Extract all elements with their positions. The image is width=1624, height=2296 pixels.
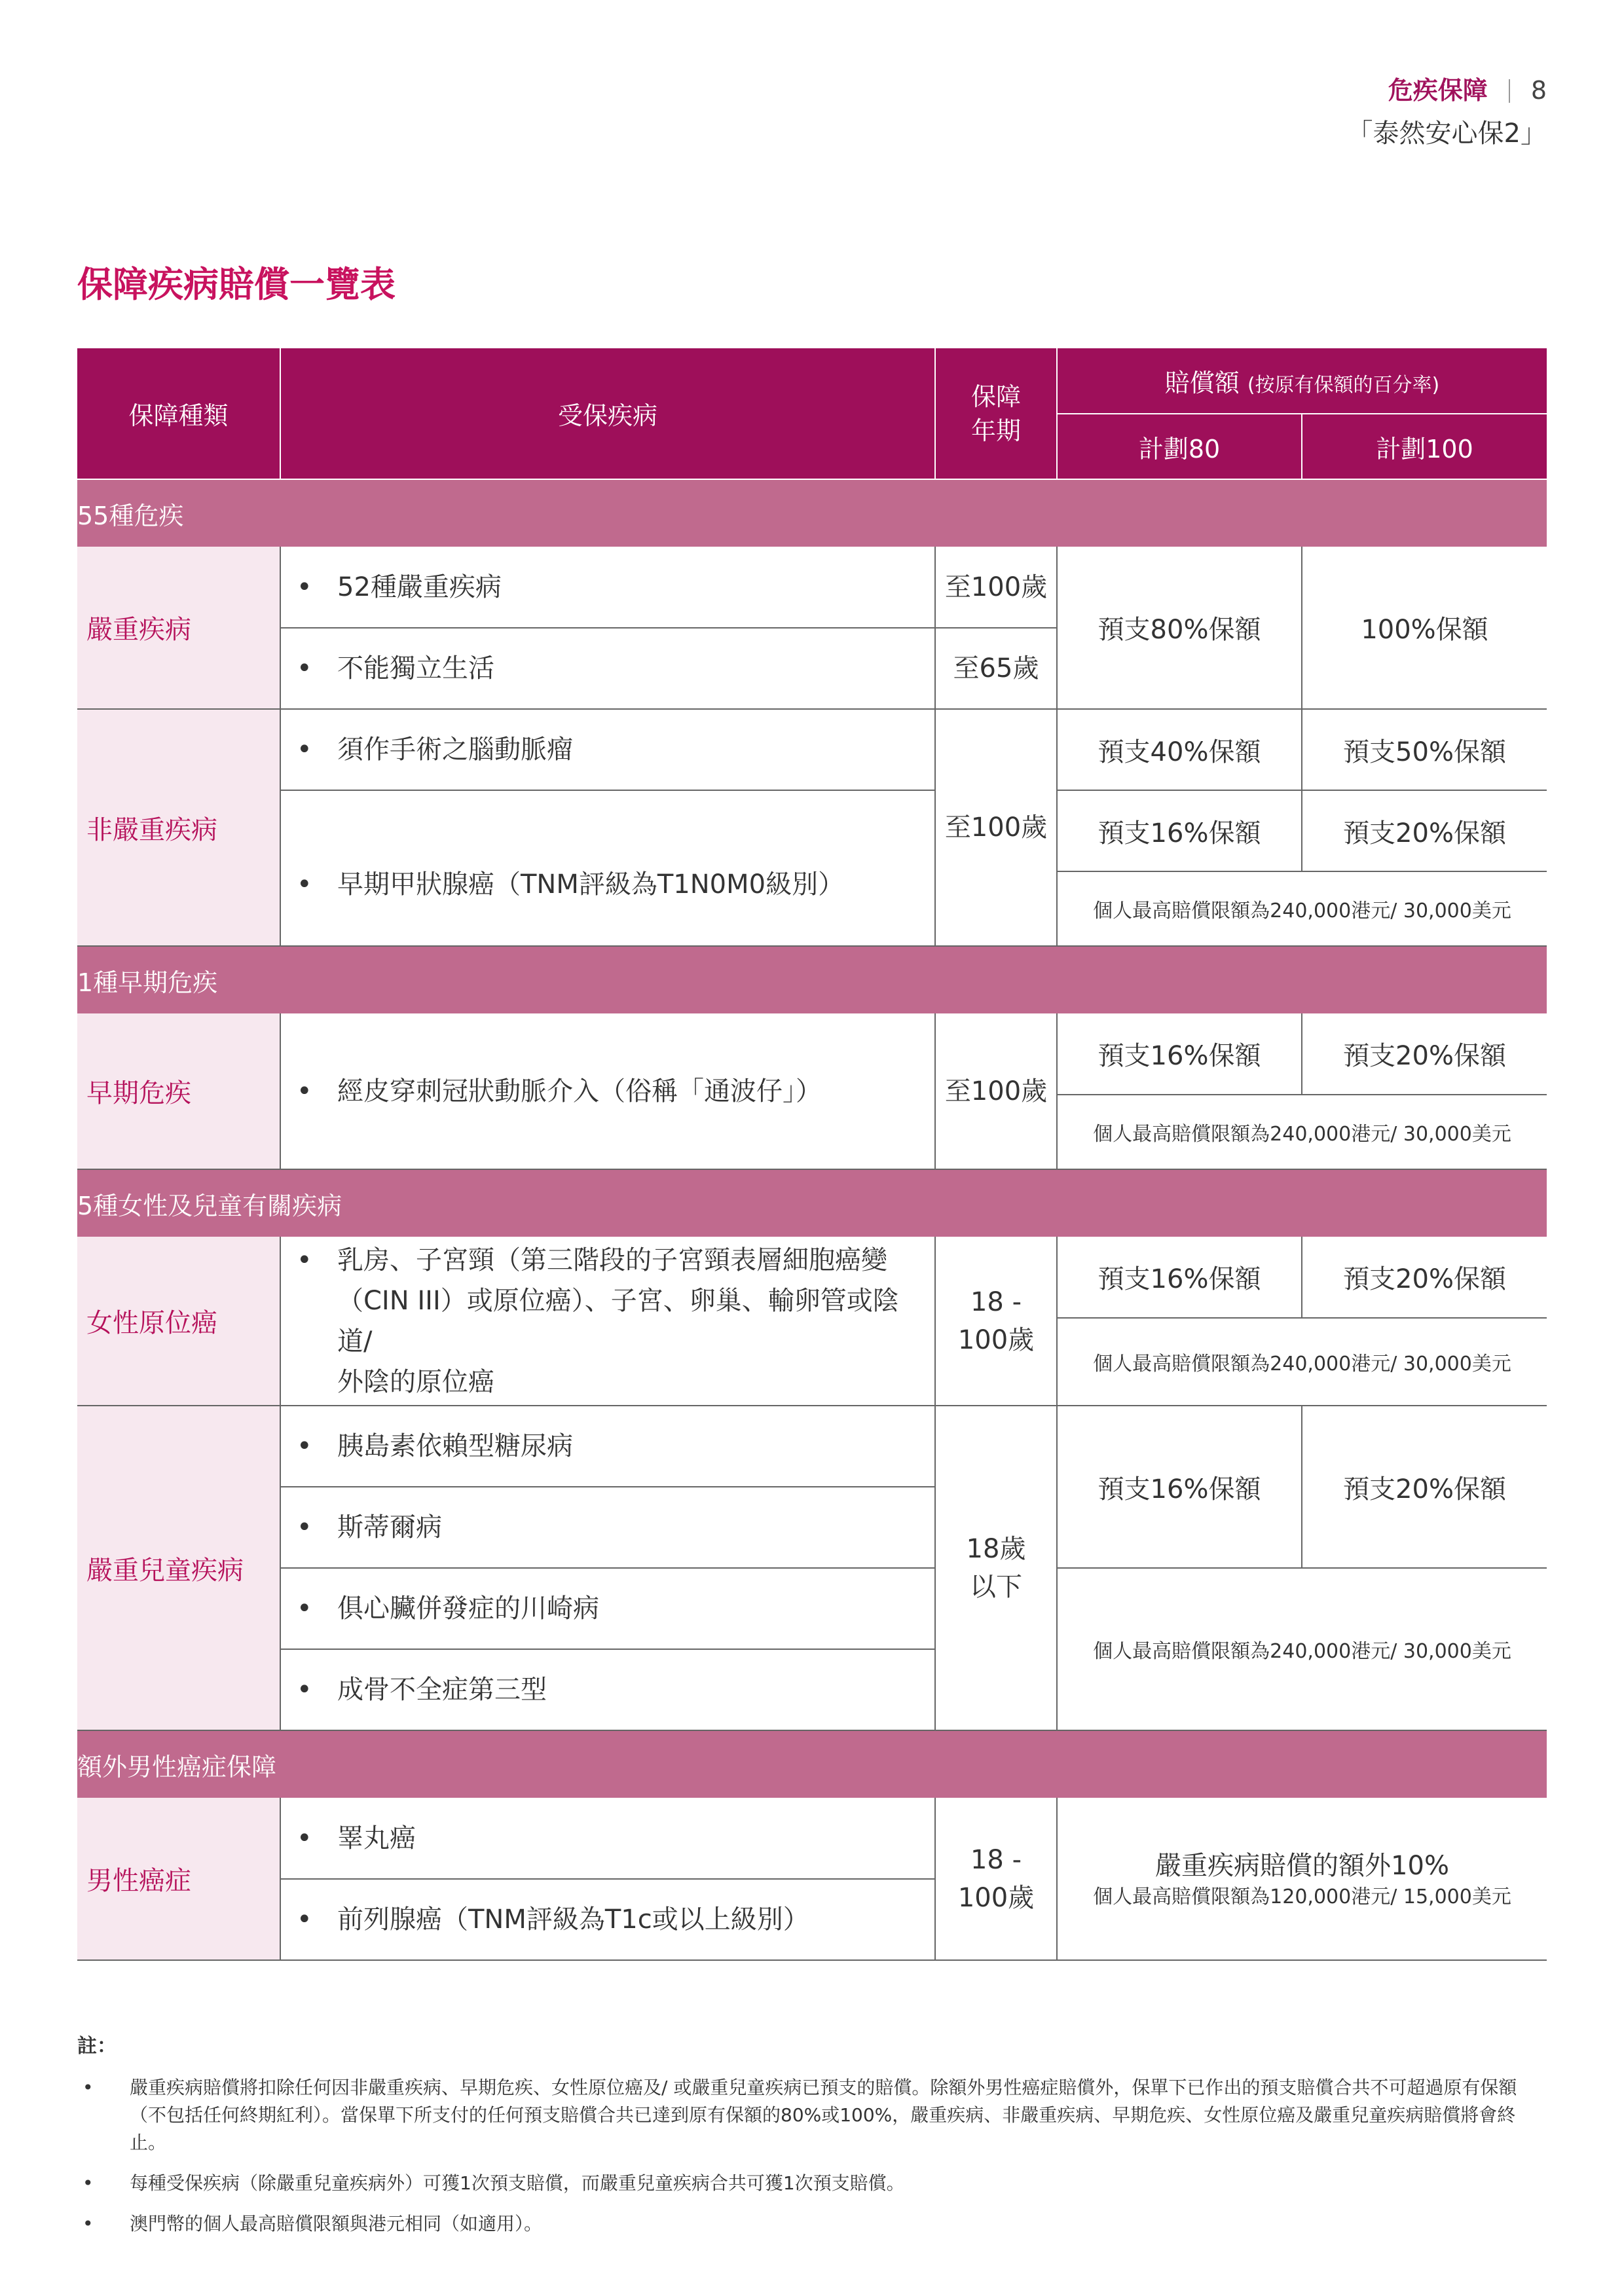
plan80-amount: 預支16%保額	[1057, 1237, 1302, 1318]
term-cell: 至100歲	[935, 1013, 1057, 1169]
illness-label: 須作手術之腦動脈瘤	[337, 735, 573, 765]
illness-label: 早期甲狀腺癌（TNM評級為T1N0M0級別）	[337, 869, 845, 900]
bullet-icon: •	[297, 735, 312, 765]
header-amount	[1057, 348, 1547, 414]
illness-line: 乳房、子宮頸（第三階段的子宮頸表層細胞癌變	[337, 1245, 887, 1275]
term-cell	[935, 1237, 1057, 1406]
illness-row	[280, 628, 935, 709]
illness-row	[280, 1487, 935, 1568]
illness-label: 前列腺癌（TNM評級為T1c或以上級別）	[337, 1904, 809, 1935]
product-name: 「泰然安心保2」	[1346, 118, 1547, 149]
header-term-line2: 年期	[970, 416, 1021, 445]
bullet-icon: •	[297, 1076, 312, 1106]
note-text: 嚴重疾病賠償將扣除任何因非嚴重疾病、早期危疾、女性原位癌及/ 或嚴重兒童疾病已預支的賠償。除額外男性癌症賠償外，保單下已作出的預支賠償合共不可超過原有保額（不包括任何終期紅利）。當保單下所支付的任何預支賠償合共已達到原有保額的80%或100%，嚴重疾病、非嚴重疾病、早期危疾、女性原位癌及嚴重兒童疾病賠償將會終止。	[130, 2077, 1517, 2153]
section-band-female-child: 5種女性及兒童有關疾病	[77, 1169, 1547, 1237]
notes-label: 註：	[77, 2035, 117, 2058]
note-text: 澳門幣的個人最高賠償限額與港元相同（如適用）。	[130, 2213, 543, 2234]
term-cell	[935, 1798, 1057, 1960]
illness-label: 胰島素依賴型糖尿病	[337, 1431, 573, 1461]
illness-label: 不能獨立生活	[337, 653, 494, 683]
term-line2: 100歲	[957, 1324, 1035, 1355]
illness-row	[280, 1649, 935, 1730]
category-female: 女性原位癌	[77, 1237, 280, 1406]
term-line1: 18歲	[966, 1534, 1026, 1564]
note-item	[77, 2170, 1547, 2197]
plan80-amount: 預支40%保額	[1057, 709, 1302, 790]
bullet-icon: •	[297, 1904, 312, 1935]
bullet-icon: •	[297, 1675, 312, 1705]
term-cell	[935, 1406, 1057, 1730]
bullet-icon: •	[297, 869, 312, 900]
plan100-amount: 100%保額	[1302, 547, 1547, 709]
illness-label: 睪丸癌	[337, 1823, 416, 1853]
term-line2: 100歲	[957, 1882, 1035, 1913]
bullet-icon: •	[297, 1245, 312, 1275]
plan80-amount: 預支16%保額	[1057, 790, 1302, 871]
term-cell: 至65歲	[935, 628, 1057, 709]
claim-limit: 個人最高賠償限額為240,000港元/ 30,000美元	[1057, 871, 1547, 946]
illness-row	[280, 1568, 935, 1649]
illness-label: 俱心臟併發症的川崎病	[337, 1594, 599, 1624]
bullet-icon: •	[297, 1823, 312, 1853]
category-severe: 嚴重疾病	[77, 547, 280, 709]
term-line1: 18 -	[970, 1844, 1022, 1875]
header-term	[935, 348, 1057, 479]
extra-benefit-amount: 嚴重疾病賠償的額外10%	[1155, 1850, 1449, 1881]
section-band-critical: 55種危疾	[77, 479, 1547, 547]
plan100-amount: 預支20%保額	[1302, 1237, 1547, 1318]
page-title: 保障疾病賠償一覽表	[77, 264, 396, 305]
bullet-icon: •	[297, 572, 312, 602]
illness-row	[280, 1406, 935, 1487]
section-band-male: 額外男性癌症保障	[77, 1730, 1547, 1798]
plan80-amount: 預支80%保額	[1057, 547, 1302, 709]
plan100-amount: 預支50%保額	[1302, 709, 1547, 790]
footnotes	[77, 2030, 1547, 2251]
bullet-icon: •	[297, 1594, 312, 1624]
header-divider	[1509, 79, 1510, 103]
category-child: 嚴重兒童疾病	[77, 1406, 280, 1730]
category-early: 早期危疾	[77, 1013, 280, 1169]
category-male: 男性癌症	[77, 1798, 280, 1960]
bullet-icon: •	[297, 1431, 312, 1461]
section-band-early: 1種早期危疾	[77, 946, 1547, 1013]
claim-limit: 個人最高賠償限額為240,000港元/ 30,000美元	[1057, 1095, 1547, 1169]
bullet-icon: •	[83, 2213, 94, 2234]
note-item	[77, 2210, 1547, 2238]
claim-limit: 個人最高賠償限額為240,000港元/ 30,000美元	[1057, 1568, 1547, 1730]
section-name: 危疾保障	[1388, 76, 1488, 105]
plan100-amount: 預支20%保額	[1302, 790, 1547, 871]
illness-row	[280, 547, 935, 628]
page-header	[1347, 73, 1547, 150]
header-amount-note: (按原有保額的百分率)	[1247, 374, 1440, 397]
illness-line: （CIN III）或原位癌）、子宮、卵巢、輸卵管或陰道/	[337, 1285, 899, 1357]
page-number: 8	[1530, 76, 1547, 105]
term-cell: 至100歲	[935, 547, 1057, 628]
illness-label: 成骨不全症第三型	[337, 1675, 547, 1705]
header-term-line1: 保障	[970, 382, 1021, 411]
bullet-icon: •	[297, 1512, 312, 1542]
extra-benefit	[1057, 1798, 1547, 1960]
category-non-severe: 非嚴重疾病	[77, 709, 280, 946]
illness-row	[280, 790, 935, 946]
term-cell: 至100歲	[935, 709, 1057, 946]
header-amount-label: 賠償額	[1164, 369, 1240, 397]
plan100-amount: 預支20%保額	[1302, 1013, 1547, 1095]
plan80-amount: 預支16%保額	[1057, 1013, 1302, 1095]
bullet-icon: •	[83, 2077, 94, 2098]
illness-label: 52種嚴重疾病	[337, 572, 502, 602]
header-plan80: 計劃80	[1057, 414, 1302, 479]
illness-row	[280, 709, 935, 790]
term-line1: 18 -	[970, 1286, 1022, 1317]
header-plan100: 計劃100	[1302, 414, 1547, 479]
illness-row	[280, 1013, 935, 1169]
bullet-icon: •	[297, 653, 312, 683]
extra-benefit-limit: 個人最高賠償限額為120,000港元/ 15,000美元	[1093, 1885, 1511, 1908]
bullet-icon: •	[83, 2172, 94, 2194]
note-item	[77, 2074, 1547, 2157]
illness-line: 外陰的原位癌	[337, 1366, 494, 1397]
term-line2: 以下	[970, 1572, 1022, 1602]
illness-text	[337, 1240, 928, 1402]
illness-row	[280, 1798, 935, 1879]
plan100-amount: 預支20%保額	[1302, 1406, 1547, 1568]
illness-row	[280, 1879, 935, 1960]
illness-row	[280, 1237, 935, 1406]
claim-limit: 個人最高賠償限額為240,000港元/ 30,000美元	[1057, 1318, 1547, 1406]
illness-label: 斯蒂爾病	[337, 1512, 442, 1542]
header-category: 保障種類	[77, 348, 280, 479]
plan80-amount: 預支16%保額	[1057, 1406, 1302, 1568]
header-illness: 受保疾病	[280, 348, 935, 479]
benefit-table	[77, 348, 1547, 1961]
illness-label: 經皮穿刺冠狀動脈介入（俗稱「通波仔」）	[337, 1076, 822, 1106]
note-text: 每種受保疾病（除嚴重兒童疾病外）可獲1次預支賠償，而嚴重兒童疾病合共可獲1次預支賠償。	[130, 2172, 905, 2194]
